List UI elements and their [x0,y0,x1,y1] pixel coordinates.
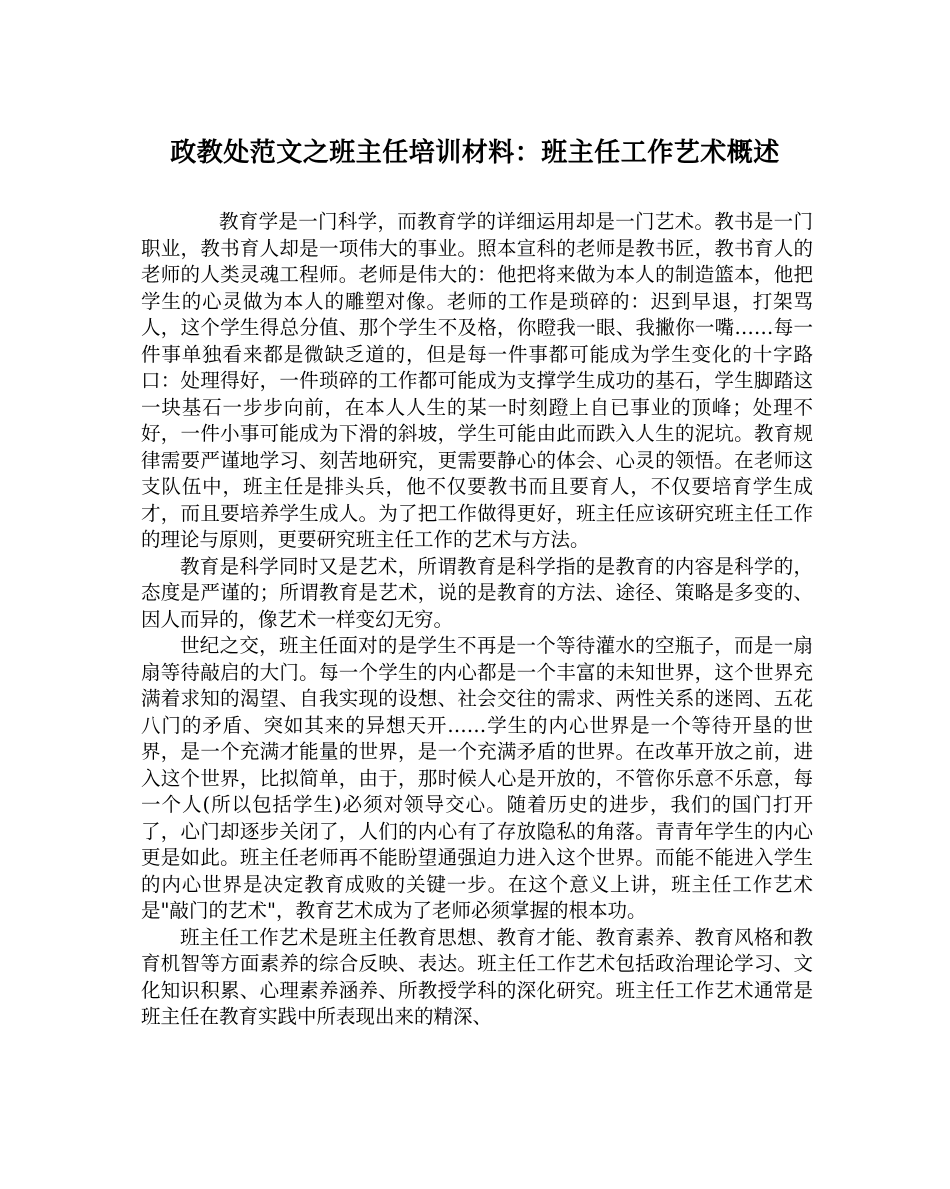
paragraph-1: 教育学是一门科学，而教育学的详细运用却是一门艺术。教书是一门职业，教书育人却是一项伟大的事业。照本宣科的老师是教书匠，教书育人的老师的人类灵魂工程师。老师是伟大的：他把将来做为本人的制造篮本，他把学生的心灵做为本人的雕塑对像。老师的工作是琐碎的：迟到早退，打架骂人，这个学生得总分值、那个学生不及格，你瞪我一眼、我撇你一嘴……每一件事单独看来都是微缺乏道的，但是每一件事都可能成为学生变化的十字路口：处理得好，一件琐碎的工作都可能成为支撑学生成功的基石，学生脚踏这一块基石一步步向前，在本人人生的某一时刻蹬上自已事业的顶峰；处理不好，一件小事可能成为下滑的斜坡，学生可能由此而跌入人生的泥坑。教育规律需要严谨地学习、刻苦地研究，更需要静心的体会、心灵的领悟。在老师这支队伍中，班主任是排头兵，他不仅要教书而且要育人，不仅要培育学生成才，而且要培养学生成人。为了把工作做得更好，班主任应该研究班主任工作的理论与原则，更要研究班主任工作的艺术与方法。 [141,210,813,551]
document-body [141,209,813,1031]
paragraph-2: 教育是科学同时又是艺术，所谓教育是科学指的是教育的内容是科学的，态度是严谨的；所谓教育是艺术，说的是教育的方法、途径、策略是多变的、因人而异的，像艺术一样变幻无穷。 [141,554,813,631]
document-title: 政教处范文之班主任培训材料：班主任工作艺术概述 [170,138,780,168]
paragraph-4: 班主任工作艺术是班主任教育思想、教育才能、教育素养、教育风格和教育机智等方面素养的综合反映、表达。班主任工作艺术包括政治理论学习、文化知识积累、心理素养涵养、所教授学科的深化研究。班主任工作艺术通常是班主任在教育实践中所表现出来的精深、 [141,925,813,1028]
paragraph-3: 世纪之交，班主任面对的是学生不再是一个等待灌水的空瓶子，而是一扇扇等待敲启的大门。每一个学生的内心都是一个丰富的未知世界，这个世界充满着求知的渴望、自我实现的设想、社会交往的需求、两性关系的迷罔、五花八门的矛盾、突如其来的异想天开……学生的内心世界是一个等待开垦的世界，是一个充满才能量的世界，是一个充满矛盾的世界。在改革开放之前，进入这个世界，比拟简单，由于，那时候人心是开放的，不管你乐意不乐意，每一个人(所以包括学生)必须对领导交心。随着历史的进步，我们的国门打开了，心门却逐步关闭了，人们的内心有了存放隐私的角落。青青年学生的内心更是如此。班主任老师再不能盼望通强迫力进入这个世界。而能不能进入学生的内心世界是决定教育成败的关键一步。在这个意义上讲，班主任工作艺术是"敲门的艺术"，教育艺术成为了老师必须掌握的根本功。 [141,634,813,922]
